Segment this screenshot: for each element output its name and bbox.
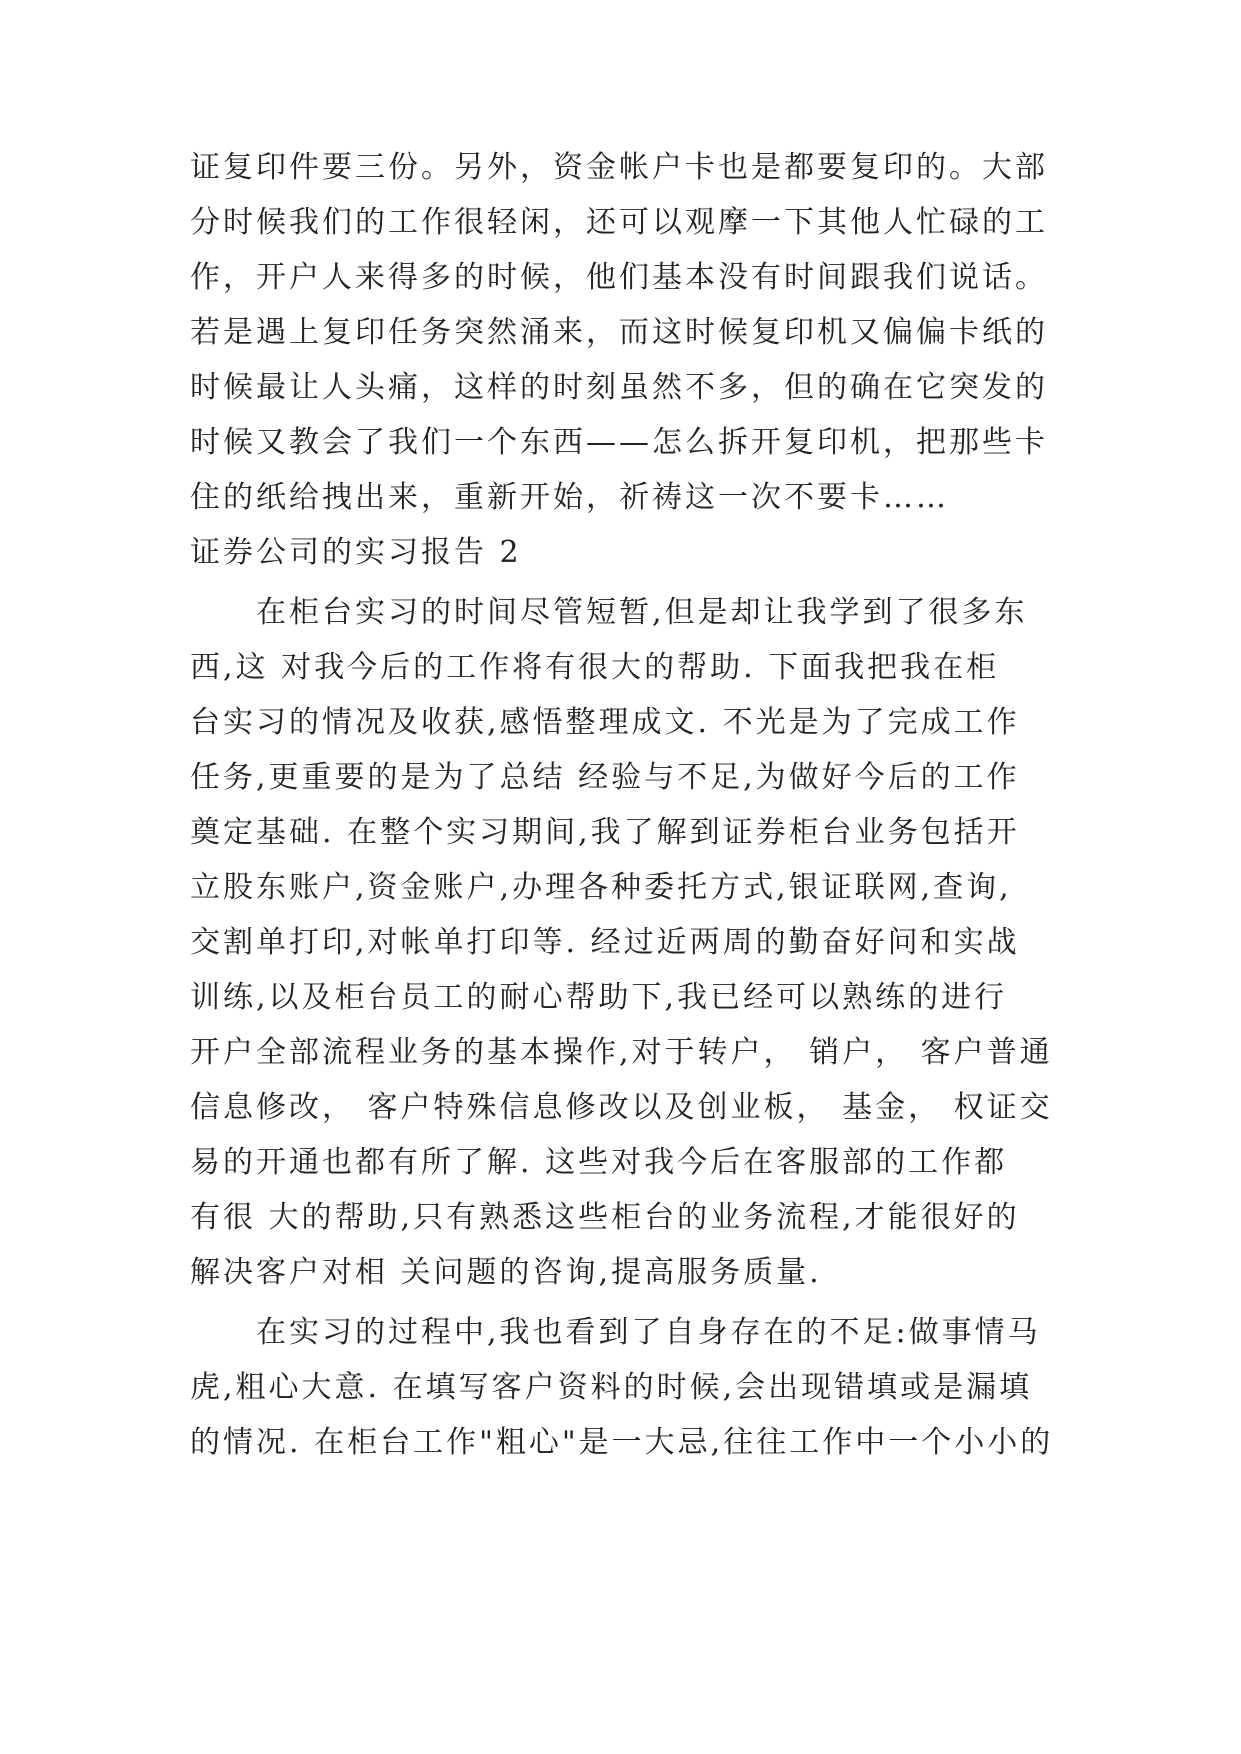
paragraph-line: 虎,粗心大意. 在填写客户资料的时候,会出现错填或是漏填 [190,1370,1033,1405]
paragraph-line: 信息修改， 客户特殊信息修改以及创业板， 基金， 权证交 [190,1090,1053,1125]
paragraph-line: 易的开通也都有所了解. 这些对我今后在客服部的工作都 [190,1145,1008,1180]
text-line: 分时候我们的工作很轻闲，还可以观摩一下其他人忙碌的工 [190,205,1048,240]
paragraph-line: 任务,更重要的是为了总结 经验与不足,为做好今后的工作 [190,760,1020,795]
paragraph-line: 交割单打印,对帐单打印等. 经过近两周的勤奋好问和实战 [190,925,1020,960]
paragraph-line: 奠定基础. 在整个实习期间,我了解到证券柜台业务包括开 [190,815,1020,850]
text-line: 住的纸给拽出来，重新开始，祈祷这一次不要卡…… [190,480,949,515]
paragraph-line: 解决客户对相 关问题的咨询,提高服务质量. [190,1255,822,1290]
text-line: 若是遇上复印任务突然涌来，而这时候复印机又偏偏卡纸的 [190,315,1048,350]
section-title: 证券公司的实习报告 2 [190,535,522,570]
paragraph-line: 台实习的情况及收获,感悟整理成文. 不光是为了完成工作 [190,705,1020,740]
paragraph-line: 开户全部流程业务的基本操作,对于转户， 销户， 客户普通 [190,1035,1053,1070]
paragraph-line: 在实习的过程中,我也看到了自身存在的不足:做事情马 [256,1315,1041,1350]
paragraph-line: 在柜台实习的时间尽管短暂,但是却让我学到了很多东 [256,595,1028,630]
paragraph-line: 的情况. 在柜台工作"粗心"是一大忌,往往工作中一个小小的 [190,1425,1054,1460]
text-line: 时候最让人头痛，这样的时刻虽然不多，但的确在它突发的 [190,370,1048,405]
text-line: 作，开户人来得多的时候，他们基本没有时间跟我们说话。 [190,260,1048,295]
paragraph-line: 西,这 对我今后的工作将有很大的帮助. 下面我把我在柜 [190,650,1000,685]
text-line: 时候又教会了我们一个东西——怎么拆开复印机，把那些卡 [190,425,1048,460]
paragraph-line: 有很 大的帮助,只有熟悉这些柜台的业务流程,才能很好的 [190,1200,1020,1235]
paragraph-line: 训练,以及柜台员工的耐心帮助下,我已经可以熟练的进行 [190,980,1008,1015]
text-line: 证复印件要三份。另外，资金帐户卡也是都要复印的。大部 [190,150,1048,185]
paragraph-line: 立股东账户,资金账户,办理各种委托方式,银证联网,查询, [190,870,1012,905]
